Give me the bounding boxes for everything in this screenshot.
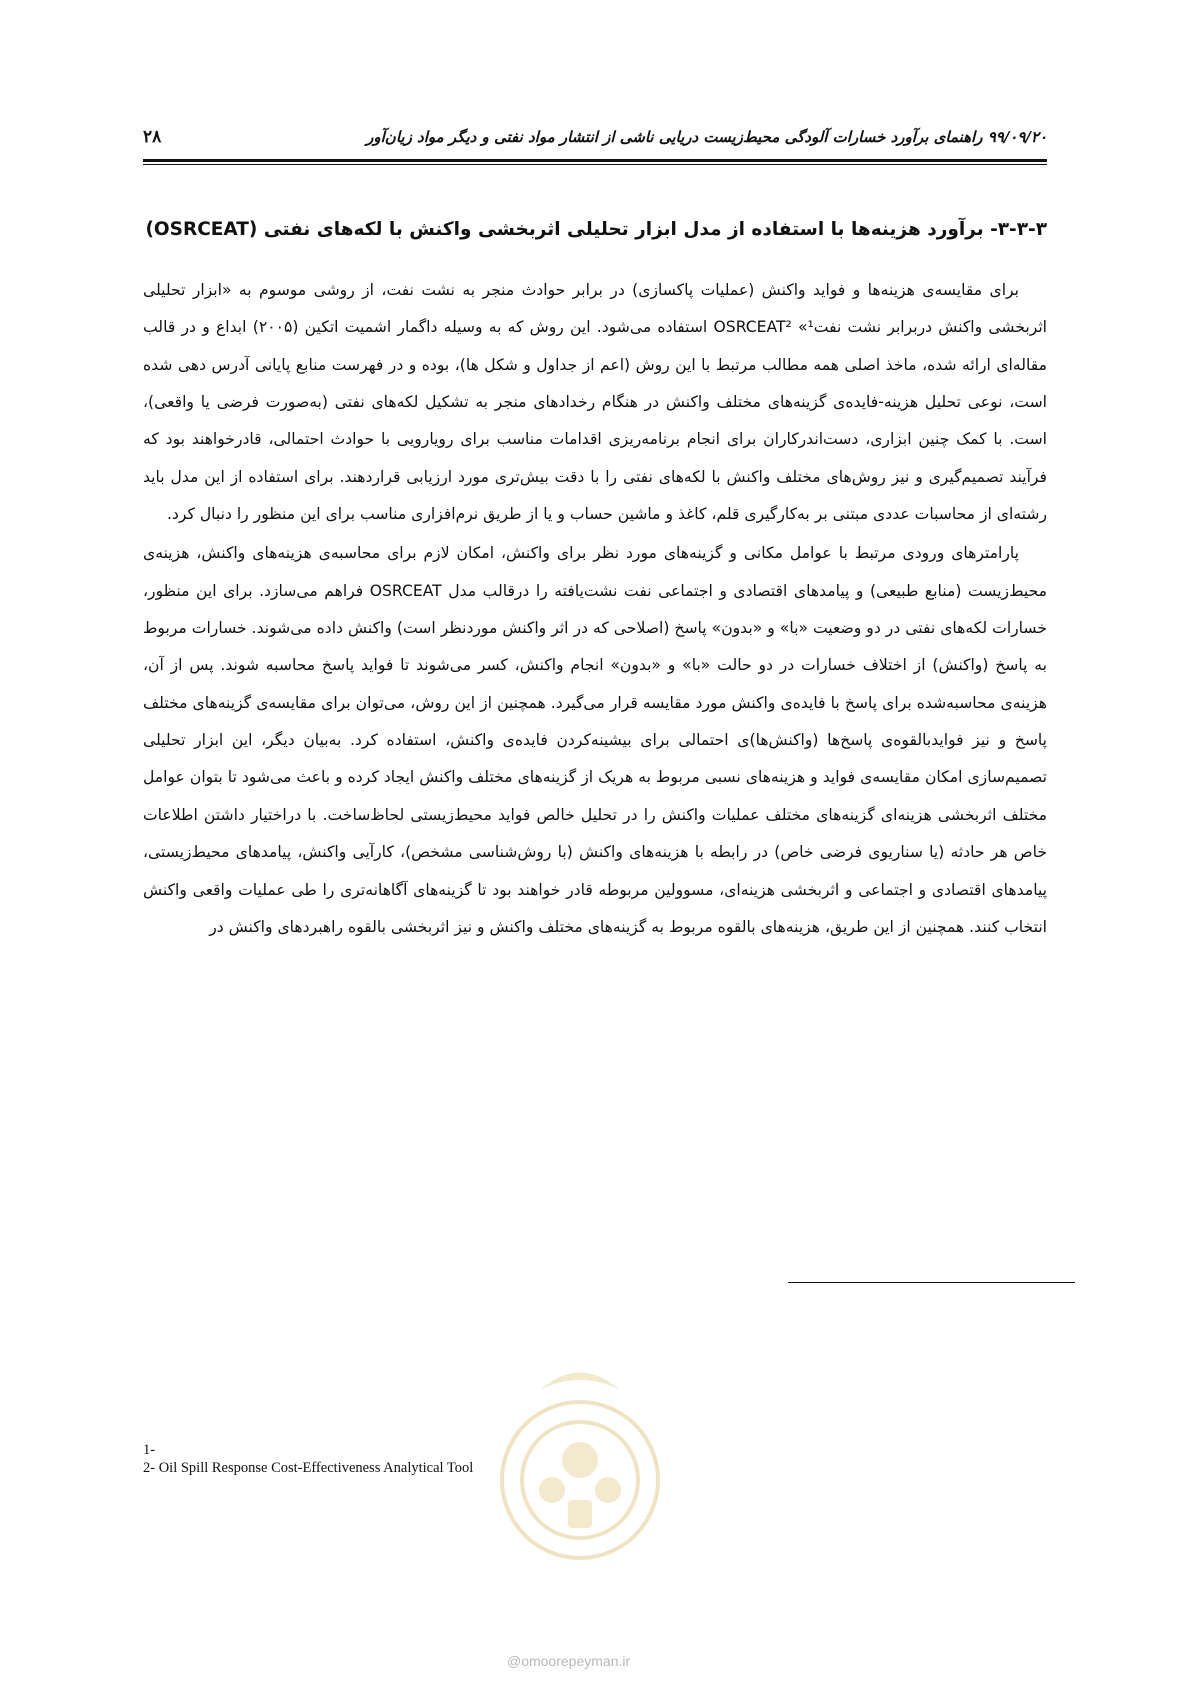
paragraph: برای مقایسه‌ی هزینه‌ها و فواید واکنش (عملیات پاکسازی) در برابر حوادث منجر به نشت نفت، از روشی موسوم به «ابزار تحلیلی اثربخشی واکنش دربرابر نشت نفت¹» OSRCEAT² استفاده می‌شود. این روش که به وسیله داگمار اشمیت اتکین (۲۰۰۵) ابداع و در قالب مقاله‌ای ارائه شده، ماخذ اصلی همه مطالب مرتبط با این روش (اعم از جداول و شکل ها)، بوده و در فهرست منابع پایانی آدرس دهی شده است، نوعی تحلیل هزینه-فایده‌ی گزینه‌های مختلف واکنش در هنگام رخدادهای منجر به تشکیل لکه‌های نفتی (به‌صورت فرضی یا واقعی)، است. با کمک چنین ابزاری، دست‌اندرکاران برای انجام برنامه‌ریزی اقدامات مناسب برای رویارویی با حوادث احتمالی، قادرخواهند بود که فرآیند تصمیم‌گیری و نیز روش‌های مختلف واکنش با لکه‌های نفتی را با دقت بیش‌تری مورد ارزیابی قراردهند. برای استفاده از این مدل باید رشته‌ای از محاسبات عددی مبتنی بر به‌کارگیری قلم، کاغذ و ماشین حساب و یا از طریق نرم‌افزاری مناسب برای این منظور را دنبال کرد. [143,281,1047,524]
header-title: ۹۹/۰۹/۲۰ راهنمای برآورد خسارات آلودگی محیط‌زیست دریایی ناشی از انتشار مواد نفتی و دیگر مواد زیان‌آور [366,128,1047,146]
footnote-2: 2- Oil Spill Response Cost-Effectiveness Analytical Tool [143,1460,474,1476]
footnote-1: 1- [143,1442,156,1458]
footnotes [143,1441,473,1477]
body-text [143,272,1047,948]
running-header [143,120,1047,154]
header-rule [143,159,1047,162]
page-number: ۲۸ [143,127,162,147]
footnote-rule [788,1282,1075,1283]
paragraph: پارامترهای ورودی مرتبط با عوامل مکانی و گزینه‌های مورد نظر برای واکنش، امکان لازم برای محاسبه‌ی هزینه‌های واکنش، هزینه‌ی محیط‌زیست (منابع طبیعی) و پیامدهای اقتصادی و اجتماعی نفت نشت‌یافته را درقالب مدل OSRCEAT فراهم می‌سازد. برای این منظور، خسارات لکه‌های نفتی در دو وضعیت «با» و «بدون» پاسخ (اصلاحی که در اثر واکنش موردنظر است) واکنش داده می‌شوند. خسارات مربوط به پاسخ (واکنش) از اختلاف خسارات در دو حالت «با» و «بدون» انجام واکنش، کسر می‌شوند تا فواید پاسخ محاسبه شوند. پس از آن، هزینه‌ی محاسبه‌شده برای پاسخ با فایده‌ی واکنش مورد مقایسه قرار می‌گیرد. همچنین از این روش، می‌توان برای مقایسه‌ی گزینه‌های مختلف پاسخ و نیز فوایدبالقوه‌ی پاسخ‌ها (واکنش‌ها)ی احتمالی برای بیشینه‌کردن فایده‌ی واکنش، استفاده کرد. به‌بیان دیگر، این ابزار تحلیلی تصمیم‌سازی امکان مقایسه‌ی فواید و هزینه‌های نسبی مربوط به هریک از گزینه‌های مختلف واکنش ایجاد کرده و باعث می‌شود تا بتوان عوامل مختلف اثربخشی هزینه‌ای گزینه‌های مختلف عملیات واکنش را در تحلیل خالص فواید محیط‌زیستی لحاظ‌ساخت. با دراختیار داشتن اطلاعات خاص هر حادثه (یا سناریوی فرضی خاص) در رابطه با هزینه‌های واکنش (با روش‌شناسی مشخص)، کارآیی واکنش، پیامدهای محیط‌زیستی، پیامدهای اقتصادی و اجتماعی و اثربخشی هزینه‌ای، مسوولین مربوطه قادر خواهند بود تا گزینه‌های آگاهانه‌تری را طی عملیات واقعی واکنش انتخاب کنند. همچنین از این طریق، هزینه‌های بالقوه مربوط به گزینه‌های مختلف واکنش و نیز اثربخشی بالقوه راهبردهای واکنش در [143,544,1048,936]
section-heading: ۳-۳-۳- برآورد هزینه‌ها با استفاده از مدل ابزار تحلیلی اثربخشی واکنش با لکه‌های نفتی (OSRCEAT) [145,219,1047,240]
watermark-seal-icon [480,1350,680,1580]
watermark-url: @omoorepeyman.ir [507,1653,631,1669]
